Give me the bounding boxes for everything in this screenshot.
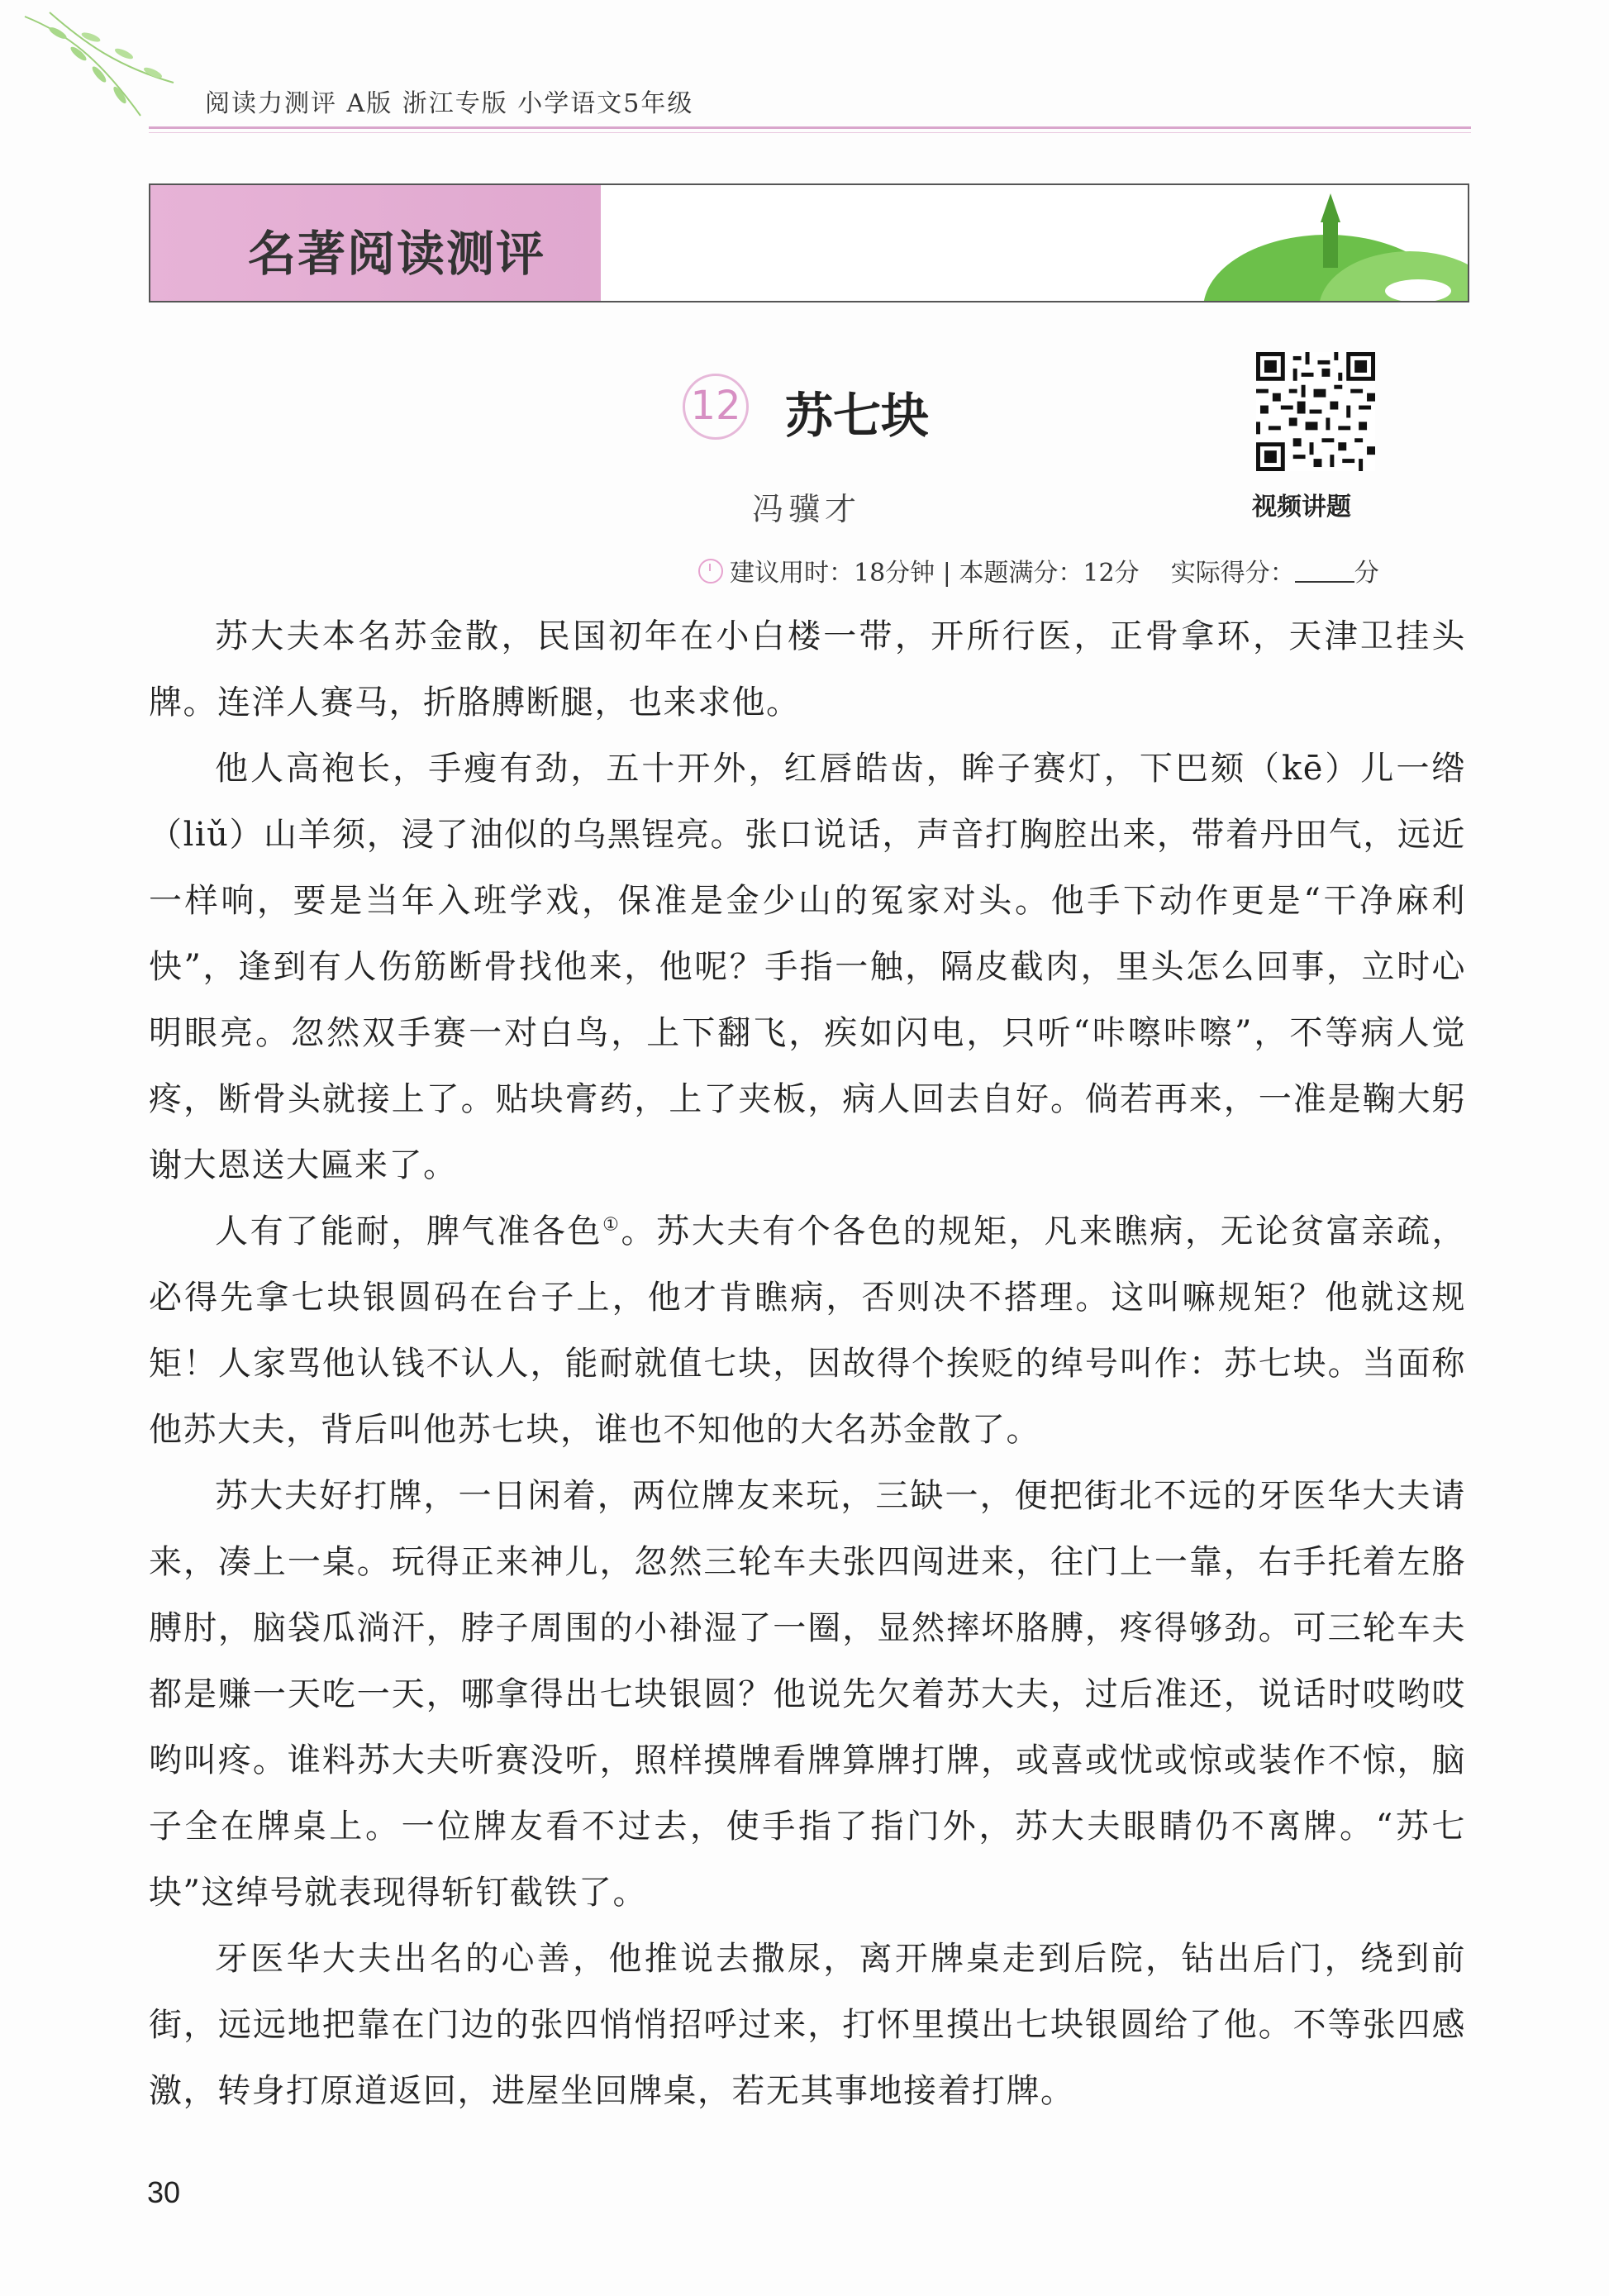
article-body (149, 603, 1466, 2124)
clock-icon (698, 559, 723, 584)
header-divider-thin (149, 132, 1471, 133)
actual-score-unit: 分 (1354, 559, 1379, 588)
paragraph: 苏大夫本名苏金散，民国初年在小白楼一带，开所行医，正骨拿环，天津卫挂头牌。连洋人赛马，折胳膊断腿，也来求他。 (149, 617, 1466, 722)
qr-video-label: 视频讲题 (1252, 493, 1351, 522)
section-banner (149, 183, 1469, 302)
test-info-line (698, 552, 1379, 588)
full-score: 本题满分：12分 (959, 559, 1140, 588)
lesson-title: 苏七块 (785, 388, 930, 444)
paragraph-text: 。苏大夫有个各色的规矩，凡来瞧病，无论贫富亲疏，必得先拿七块银圆码在台子上，他才肯瞧病，否则决不搭理。这叫嘛规矩？他就这规矩！人家骂他认钱不认人，能耐就值七块，因故得个挨贬的绰号叫作：苏七块。当面称他苏大夫，背后叫他苏七块，谁也不知他的大名苏金散了。 (149, 1212, 1466, 1449)
header-divider (149, 126, 1471, 129)
paragraph (149, 1198, 1466, 1463)
footnote-marker[interactable]: ① (602, 1214, 621, 1236)
info-spacer (1147, 559, 1163, 588)
author-name: 冯骥才 (752, 491, 862, 527)
willow-leaves-decoration (17, 8, 182, 132)
lesson-number-badge: 12 (683, 374, 749, 440)
header-title: 阅读力测评 A版 浙江专版 小学语文5年级 (205, 89, 694, 118)
page-number: 30 (147, 2175, 181, 2209)
paragraph: 苏大夫好打牌，一日闲着，两位牌友来玩，三缺一，便把街北不远的牙医华大夫请来，凑上一桌。玩得正来神儿，忽然三轮车夫张四闯进来，往门上一靠，右手托着左胳膊肘，脑袋瓜淌汗，脖子周围的小褂湿了一圈，显然摔坏胳膊，疼得够劲。可三轮车夫都是赚一天吃一天，哪拿得出七块银圆？他说先欠着苏大夫，过后准还，说话时哎哟哎哟叫疼。谁料苏大夫听赛没听，照样摸牌看牌算牌打牌，或喜或忧或惊或装作不惊，脑子全在牌桌上。一位牌友看不过去，使手指了指门外，苏大夫眼睛仍不离牌。“苏七块”这绰号就表现得斩钉截铁了。 (149, 1477, 1466, 1912)
pagoda-hill-icon (1137, 185, 1468, 301)
paragraph-text: 人有了能耐，脾气准各色 (215, 1212, 603, 1250)
banner-title: 名著阅读测评 (248, 226, 546, 282)
qr-code-icon[interactable] (1256, 352, 1375, 471)
paragraph: 他人高袍长，手瘦有劲，五十开外，红唇皓齿，眸子赛灯，下巴颏（kē）儿一绺（liǔ）山羊须，浸了油似的乌黑锃亮。张口说话，声音打胸腔出来，带着丹田气，远近一样响，要是当年入班学戏，保准是金少山的冤家对头。他手下动作更是“干净麻利快”，逢到有人伤筋断骨找他来，他呢？手指一触，隔皮截肉，里头怎么回事，立时心明眼亮。忽然双手赛一对白鸟，上下翻飞，疾如闪电，只听“咔嚓咔嚓”，不等病人觉疼，断骨头就接上了。贴块膏药，上了夹板，病人回去自好。倘若再来，一准是鞠大躬谢大恩送大匾来了。 (149, 750, 1466, 1184)
actual-score-input[interactable] (1295, 561, 1354, 583)
paragraph: 牙医华大夫出名的心善，他推说去撒尿，离开牌桌走到后院，钻出后门，绕到前街，远远地把靠在门边的张四悄悄招呼过来，打怀里摸出七块银圆给了他。不等张四感激，转身打原道返回，进屋坐回牌桌，若无其事地接着打牌。 (149, 1940, 1466, 2110)
info-separator: | (942, 559, 959, 588)
actual-score-label: 实际得分： (1170, 559, 1295, 588)
suggested-time: 建议用时：18分钟 (730, 559, 935, 588)
